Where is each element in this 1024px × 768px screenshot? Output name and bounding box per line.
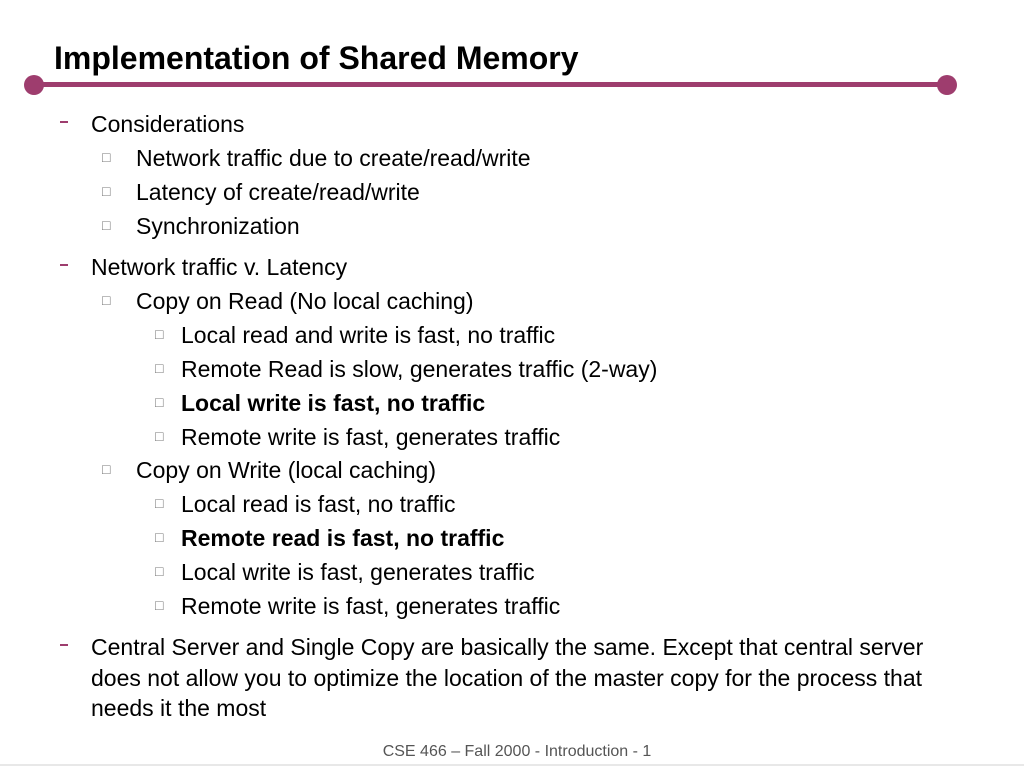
bullet-cor-local-write: Local write is fast, no traffic	[181, 390, 486, 416]
bullet-traffic-vs-latency: Network traffic v. Latency	[91, 254, 348, 280]
slide-footer: CSE 466 – Fall 2000 - Introduction - 1	[382, 743, 652, 760]
level3-box-marker-icon: □	[155, 563, 164, 579]
level2-box-marker-icon: □	[102, 183, 111, 199]
bullet-cow-remote-write: Remote write is fast, generates traffic	[181, 593, 561, 619]
bullet-cor-local-rw: Local read and write is fast, no traffic	[181, 322, 556, 348]
level3-box-marker-icon: □	[155, 394, 164, 410]
level3-box-marker-icon: □	[155, 529, 164, 545]
bullet-cor-remote-write: Remote write is fast, generates traffic	[181, 424, 561, 450]
level2-box-marker-icon: □	[102, 461, 111, 477]
level3-box-marker-icon: □	[155, 326, 164, 342]
bullet-latency: Latency of create/read/write	[136, 179, 420, 205]
level3-box-marker-icon: □	[155, 428, 164, 444]
level2-box-marker-icon: □	[102, 217, 111, 233]
level2-box-marker-icon: □	[102, 149, 111, 165]
bullet-copy-on-write: Copy on Write (local caching)	[136, 457, 436, 483]
slide-title: Implementation of Shared Memory	[54, 40, 579, 76]
bullet-synchronization: Synchronization	[136, 213, 300, 239]
bullet-copy-on-read: Copy on Read (No local caching)	[136, 288, 474, 314]
bullet-central-server: Central Server and Single Copy are basically the same. Except that central server does not allow you to optimize the location of the master copy for the process that needs it the most	[91, 634, 924, 721]
level3-box-marker-icon: □	[155, 597, 164, 613]
level1-dash-marker	[60, 644, 68, 646]
bullet-considerations: Considerations	[91, 111, 245, 137]
bullet-cow-local-read: Local read is fast, no traffic	[181, 491, 456, 517]
bullet-cow-local-write: Local write is fast, generates traffic	[181, 559, 535, 585]
bullet-cow-remote-read: Remote read is fast, no traffic	[181, 525, 505, 551]
level1-dash-marker	[60, 264, 68, 266]
level3-box-marker-icon: □	[155, 495, 164, 511]
bullet-cor-remote-read: Remote Read is slow, generates traffic (2-way)	[181, 356, 658, 382]
bottom-divider	[0, 764, 1024, 766]
level1-dash-marker	[60, 121, 68, 123]
level3-box-marker-icon: □	[155, 360, 164, 376]
bullet-network-traffic-create: Network traffic due to create/read/write	[136, 145, 531, 171]
level2-box-marker-icon: □	[102, 292, 111, 308]
